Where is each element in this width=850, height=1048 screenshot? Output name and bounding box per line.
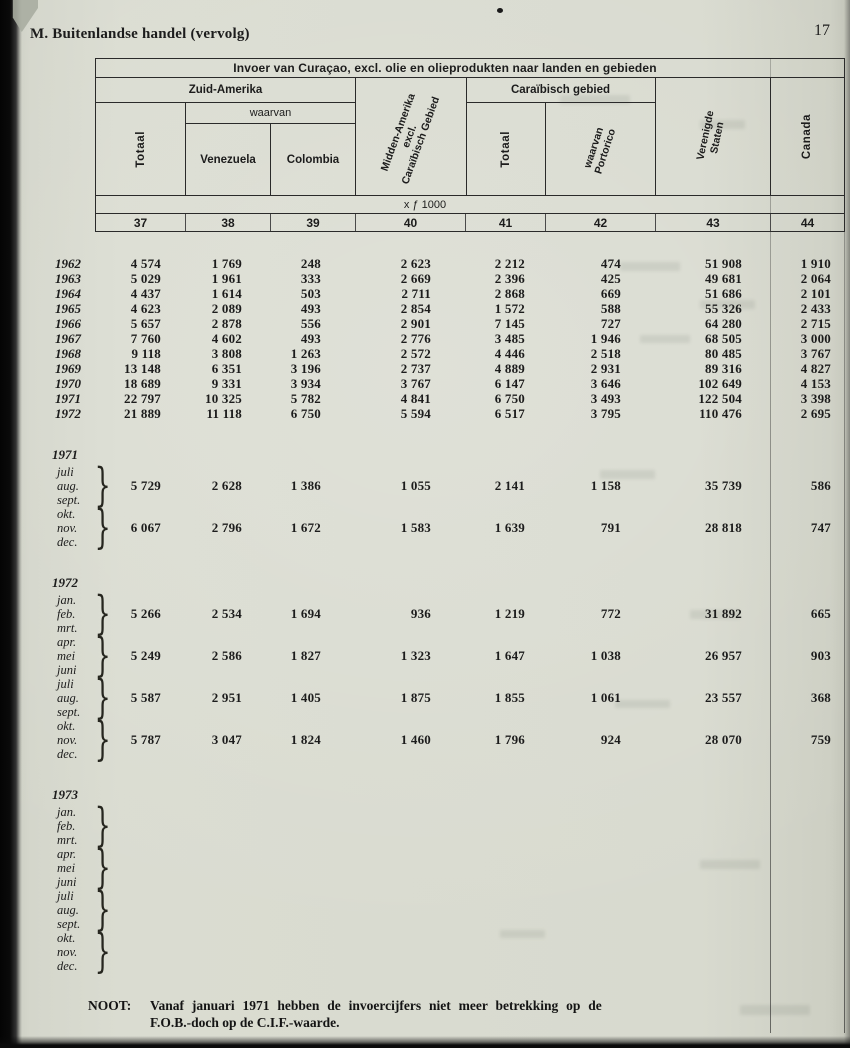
column-number: 37 (96, 214, 186, 231)
value-cell (465, 805, 545, 847)
value-cell: 1 061 (590, 690, 621, 705)
value-cell: 759 (810, 732, 831, 747)
value-cell: 3 808 (211, 346, 242, 361)
value-cell (270, 805, 355, 847)
value-cell: 9 118 (131, 346, 161, 361)
value-cell: 23 557 (705, 690, 742, 705)
value-cell: 26 957 (705, 648, 742, 663)
value-cell: 2 868 (494, 286, 525, 301)
value-cell: 4 446 (494, 346, 525, 361)
value-cell: 6 147 (494, 376, 525, 391)
value-cell: 55 326 (705, 301, 742, 316)
value-cell: 1 055 (400, 478, 431, 493)
value-cell: 9 331 (211, 376, 242, 391)
month-label: mei (57, 861, 76, 875)
value-cell (545, 889, 655, 931)
table-title: Invoer van Curaçao, excl. olie en olieprodukten naar landen en gebieden (96, 59, 844, 78)
value-cell: 5 729 (130, 478, 161, 493)
month-label: aug. (57, 903, 79, 917)
month-label: okt. (57, 931, 76, 945)
col-header-verenigde-staten: Verenigde Staten (694, 109, 727, 162)
value-cell: 11 118 (206, 406, 242, 421)
value-cell: 5 657 (130, 316, 161, 331)
month-label: nov. (57, 733, 78, 747)
value-cell: 493 (300, 331, 321, 346)
value-cell: 1 827 (290, 648, 321, 663)
section-year-label: 1973 (52, 787, 78, 802)
value-cell: 1 647 (494, 648, 525, 663)
value-cell: 7 760 (130, 331, 161, 346)
value-cell: 493 (300, 301, 321, 316)
value-cell: 2 711 (401, 286, 431, 301)
month-label: aug. (57, 479, 79, 493)
page-number: 17 (814, 22, 830, 39)
table-row (0, 391, 845, 406)
value-cell (355, 805, 465, 847)
value-cell: 1 614 (211, 286, 242, 301)
month-label: juni (57, 875, 77, 889)
month-label: okt. (57, 507, 76, 521)
value-cell: 2 669 (400, 271, 431, 286)
value-cell: 2 089 (211, 301, 242, 316)
month-labels (0, 585, 111, 640)
month-label: dec. (57, 959, 78, 973)
value-cell: 110 476 (699, 406, 742, 421)
value-cell: 2 586 (211, 648, 242, 663)
value-cell: 3 196 (290, 361, 321, 376)
value-cell (770, 931, 845, 973)
value-cell: 1 910 (800, 256, 831, 271)
value-cell: 3 398 (800, 391, 831, 406)
group-brace: } (94, 797, 111, 852)
column-number: 40 (356, 214, 466, 231)
month-label: nov. (57, 521, 78, 535)
section-year-row (0, 575, 845, 591)
month-label: jan. (57, 593, 77, 607)
month-label: jan. (57, 805, 77, 819)
value-cell: 80 485 (705, 346, 742, 361)
row-label-year: 1972 (55, 406, 81, 421)
value-cell (655, 889, 770, 931)
value-cell: 4 889 (494, 361, 525, 376)
table-row (0, 346, 845, 361)
value-cell (770, 889, 845, 931)
month-group (0, 585, 845, 640)
value-cell: 2 141 (494, 478, 525, 493)
value-cell (185, 931, 270, 973)
section-year-label: 1972 (52, 575, 78, 590)
value-cell: 1 219 (494, 606, 525, 621)
value-cell: 6 351 (211, 361, 242, 376)
row-label-year: 1962 (55, 256, 81, 271)
value-cell: 1 694 (290, 606, 321, 621)
value-cell: 31 892 (705, 606, 742, 621)
value-cell: 556 (300, 316, 321, 331)
value-cell (355, 889, 465, 931)
value-cell: 4 153 (800, 376, 831, 391)
value-cell: 68 505 (705, 331, 742, 346)
value-cell: 1 323 (400, 648, 431, 663)
value-cell: 772 (600, 606, 621, 621)
value-cell: 7 145 (494, 316, 525, 331)
value-cell: 5 594 (400, 406, 431, 421)
value-cell: 5 249 (130, 648, 161, 663)
row-label-year: 1963 (55, 271, 81, 286)
value-cell (355, 931, 465, 973)
row-label-year: 1964 (55, 286, 81, 301)
value-cell: 2 064 (800, 271, 831, 286)
value-cell: 1 946 (590, 331, 621, 346)
value-cell (655, 931, 770, 973)
month-label: juli (57, 465, 74, 479)
value-cell: 3 493 (590, 391, 621, 406)
value-cell: 5 587 (130, 690, 161, 705)
table-row (0, 331, 845, 346)
value-cell: 1 158 (590, 478, 621, 493)
section-year-label: 1971 (52, 447, 78, 462)
value-cell: 503 (300, 286, 321, 301)
value-cell: 2 518 (590, 346, 621, 361)
value-cell: 102 649 (698, 376, 742, 391)
group-brace: } (94, 627, 111, 682)
value-cell: 474 (600, 256, 621, 271)
value-cell: 64 280 (705, 316, 742, 331)
footnote (88, 998, 736, 1031)
table-row (0, 361, 845, 376)
value-cell: 10 325 (205, 391, 242, 406)
column-number: 43 (656, 214, 771, 231)
value-cell: 5 266 (130, 606, 161, 621)
section-header: M. Buitenlandse handel (vervolg) (30, 26, 250, 42)
col-header-venezuela: Venezuela (200, 154, 256, 166)
value-cell: 5 787 (130, 732, 161, 747)
month-label: apr. (57, 847, 77, 861)
month-label: feb. (57, 607, 76, 621)
value-cell: 2 101 (800, 286, 831, 301)
unit-row (96, 196, 844, 214)
value-cell: 1 769 (211, 256, 242, 271)
column-number-row (96, 214, 844, 231)
value-cell: 425 (600, 271, 621, 286)
year-rows-body (0, 256, 845, 421)
value-cell: 3 767 (800, 346, 831, 361)
value-cell: 1 572 (494, 301, 525, 316)
table-row (0, 406, 845, 421)
group-brace: } (94, 711, 111, 766)
group-header-caraibisch-gebied: Caraïbisch gebied (466, 78, 655, 103)
value-cell: 6 517 (494, 406, 525, 421)
table-row (0, 256, 845, 271)
group-brace: } (94, 499, 111, 554)
bleed-through-smudge (740, 1005, 810, 1015)
value-cell: 368 (810, 690, 831, 705)
value-cell: 1 855 (494, 690, 525, 705)
value-cell (185, 889, 270, 931)
section-year-row (0, 787, 845, 803)
value-cell: 3 000 (800, 331, 831, 346)
value-cell: 4 602 (211, 331, 242, 346)
value-cell: 21 889 (124, 406, 161, 421)
value-cell: 2 901 (400, 316, 431, 331)
value-cell (185, 847, 270, 889)
col-header-totaal-za: Totaal (134, 131, 147, 168)
month-labels (0, 457, 111, 512)
value-cell: 791 (600, 520, 621, 535)
value-cell: 3 485 (494, 331, 525, 346)
value-cell (655, 847, 770, 889)
value-cell (770, 847, 845, 889)
value-cell: 6 067 (130, 520, 161, 535)
value-cell: 1 460 (400, 732, 431, 747)
table-row (0, 316, 845, 331)
value-cell: 2 796 (211, 520, 242, 535)
section-year-row (0, 447, 845, 463)
value-cell: 2 878 (211, 316, 242, 331)
row-label-year: 1965 (55, 301, 81, 316)
subgroup-header-waarvan: waarvan (186, 103, 355, 124)
value-cell (545, 847, 655, 889)
value-cell: 924 (600, 732, 621, 747)
month-label: mrt. (57, 621, 78, 635)
table-row (0, 301, 845, 316)
col-header-midden-amerika: Midden-Amerika excl. Caraïbisch Gebied (379, 92, 443, 187)
month-label: mei (57, 649, 76, 663)
row-label-year: 1966 (55, 316, 81, 331)
column-number: 44 (800, 215, 815, 230)
value-cell (355, 847, 465, 889)
value-cell: 2 628 (211, 478, 242, 493)
month-label: aug. (57, 691, 79, 705)
value-cell: 49 681 (705, 271, 742, 286)
value-cell (270, 847, 355, 889)
value-cell: 1 639 (494, 520, 525, 535)
table-row (0, 376, 845, 391)
month-group (0, 797, 845, 852)
value-cell: 4 827 (800, 361, 831, 376)
value-cell: 22 797 (124, 391, 161, 406)
table (0, 58, 845, 978)
row-label-year: 1971 (55, 391, 81, 406)
row-label-year: 1967 (55, 331, 81, 346)
table-row (0, 286, 845, 301)
value-cell: 5 782 (290, 391, 321, 406)
value-cell: 122 504 (698, 391, 742, 406)
value-cell: 588 (600, 301, 621, 316)
value-cell: 89 316 (705, 361, 742, 376)
value-cell: 2 737 (400, 361, 431, 376)
value-cell: 2 433 (800, 301, 831, 316)
value-cell: 2 534 (211, 606, 242, 621)
value-cell: 747 (810, 520, 831, 535)
value-cell: 51 686 (705, 286, 742, 301)
value-cell: 936 (410, 606, 431, 621)
value-cell: 4 623 (130, 301, 161, 316)
value-cell: 2 854 (400, 301, 431, 316)
column-number: 42 (546, 214, 656, 231)
value-cell: 2 715 (800, 316, 831, 331)
col-header-colombia: Colombia (286, 154, 340, 166)
value-cell: 2 623 (400, 256, 431, 271)
group-brace: } (94, 669, 111, 724)
value-cell: 1 405 (290, 690, 321, 705)
table-header (95, 58, 845, 232)
value-cell: 333 (300, 271, 321, 286)
row-label-year: 1968 (55, 346, 81, 361)
month-label: dec. (57, 535, 78, 549)
value-cell: 6 750 (494, 391, 525, 406)
value-cell (465, 889, 545, 931)
value-cell: 4 841 (400, 391, 431, 406)
month-label: juni (57, 663, 77, 677)
value-cell (655, 805, 770, 847)
table-body (0, 256, 845, 978)
value-cell: 903 (810, 648, 831, 663)
month-label: dec. (57, 747, 78, 761)
value-cell: 2 396 (494, 271, 525, 286)
value-cell: 4 574 (130, 256, 161, 271)
month-label: sept. (57, 917, 81, 931)
value-cell: 1 038 (590, 648, 621, 663)
value-cell: 2 776 (400, 331, 431, 346)
ink-speck (497, 8, 503, 13)
column-header-band (96, 78, 844, 196)
row-label-year: 1970 (55, 376, 81, 391)
month-label: juli (57, 677, 74, 691)
month-section (0, 447, 845, 554)
value-cell (270, 931, 355, 973)
value-cell: 28 070 (705, 732, 742, 747)
month-group (0, 457, 845, 512)
month-labels (0, 797, 111, 852)
value-cell: 248 (300, 256, 321, 271)
month-label: apr. (57, 635, 77, 649)
footnote-line2: F.O.B.-doch op de C.I.F.-waarde. (150, 1015, 340, 1030)
value-cell: 2 951 (211, 690, 242, 705)
table-row (0, 271, 845, 286)
col-header-waarvan-portorico: waarvan Portorico (581, 125, 619, 176)
value-cell: 35 739 (705, 478, 742, 493)
group-brace: } (94, 457, 111, 512)
value-cell: 3 795 (590, 406, 621, 421)
value-cell: 3 646 (590, 376, 621, 391)
column-number: 39 (271, 214, 356, 231)
value-cell: 665 (810, 606, 831, 621)
month-label: sept. (57, 493, 81, 507)
month-label: okt. (57, 719, 76, 733)
value-cell: 2 931 (590, 361, 621, 376)
group-brace: } (94, 839, 111, 894)
value-cell (545, 931, 655, 973)
value-cell: 1 672 (290, 520, 321, 535)
value-cell: 6 750 (290, 406, 321, 421)
row-label-year: 1969 (55, 361, 81, 376)
column-number: 38 (186, 214, 271, 231)
month-section (0, 575, 845, 766)
value-cell: 3 047 (211, 732, 242, 747)
page-bottom-edge (0, 1036, 850, 1048)
value-cell (185, 805, 270, 847)
month-label: juli (57, 889, 74, 903)
value-cell: 1 875 (400, 690, 431, 705)
value-cell: 2 695 (800, 406, 831, 421)
column-number: 41 (466, 214, 546, 231)
col-header-canada: Canada (801, 114, 813, 160)
month-label: mrt. (57, 833, 78, 847)
value-cell: 2 212 (494, 256, 525, 271)
col-header-totaal-cg: Totaal (499, 131, 512, 168)
value-cell: 669 (600, 286, 621, 301)
value-cell: 18 689 (124, 376, 161, 391)
value-cell: 5 029 (130, 271, 161, 286)
value-cell: 727 (600, 316, 621, 331)
footnote-line1: Vanaf januari 1971 hebben de invoercijfers niet meer betrekking op de (150, 998, 602, 1013)
month-label: nov. (57, 945, 78, 959)
group-brace: } (94, 923, 111, 978)
value-cell (465, 931, 545, 973)
value-cell (545, 805, 655, 847)
value-cell: 586 (810, 478, 831, 493)
group-header-zuid-amerika: Zuid-Amerika (96, 78, 355, 103)
value-cell: 3 767 (400, 376, 431, 391)
value-cell: 3 934 (290, 376, 321, 391)
value-cell: 28 818 (705, 520, 742, 535)
value-cell: 1 583 (400, 520, 431, 535)
unit-label: x ƒ 1000 (403, 198, 447, 211)
group-brace: } (94, 881, 111, 936)
value-cell: 2 572 (400, 346, 431, 361)
month-label: sept. (57, 705, 81, 719)
value-cell (770, 805, 845, 847)
value-cell: 1 796 (494, 732, 525, 747)
value-cell (465, 847, 545, 889)
month-sections-body (0, 447, 845, 978)
value-cell: 1 263 (290, 346, 321, 361)
value-cell: 4 437 (130, 286, 161, 301)
month-label: feb. (57, 819, 76, 833)
group-brace: } (94, 585, 111, 640)
footnote-label: NOOT: (88, 998, 132, 1013)
month-section (0, 787, 845, 978)
value-cell: 1 824 (290, 732, 321, 747)
value-cell: 1 961 (211, 271, 242, 286)
value-cell: 13 148 (124, 361, 161, 376)
value-cell: 51 908 (705, 256, 742, 271)
value-cell: 1 386 (290, 478, 321, 493)
value-cell (270, 889, 355, 931)
